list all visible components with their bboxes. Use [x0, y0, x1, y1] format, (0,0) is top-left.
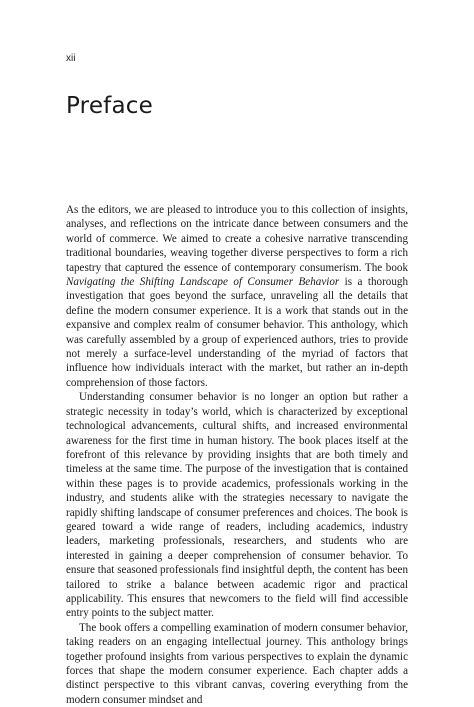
chapter-title: Preface [66, 93, 153, 119]
paragraph-1 [66, 203, 408, 390]
page-number: xii [66, 53, 76, 64]
paragraph-1-text-after: is a thorough investigation that goes beyond the surface, unraveling all the details that define the modern consumer experience. It is a work that stands out in the expansive and complex realm of consumer behavior. This anthology, which was carefully assembled by a group of experienced authors, tries to provide not merely a surface-level understanding of the myriad of factors that influence how individuals interact with the market, but rather an in-depth comprehension of those factors. [66, 276, 408, 389]
paragraph-2: Understanding consumer behavior is no longer an option but rather a strategic necessity in today’s world, which is characterized by exceptional technological advancements, cultural shifts, and increased environmental awareness for the first time in human history. The book places itself at the forefront of this relevance by providing insights that are both timely and timeless at the same time. The purpose of the investigation that is contained within these pages is to provide academics, professionals working in the industry, and students alike with the strategies necessary to navigate the rapidly shifting landscape of consumer preferences and choices. The book is geared toward a wide range of readers, including academics, industry leaders, marketing professionals, researchers, and students who are interested in gaining a deeper comprehension of consumer behavior. To ensure that seasoned professionals find insightful depth, the content has been tailored to strike a balance between academic rigor and practical applicability. This ensures that newcomers to the field will find accessible entry points to the subject matter. [66, 391, 408, 620]
paragraph-3: The book offers a compelling examination of modern consumer behavior, taking readers on an engaging intellectual journey. This anthology brings together profound insights from various perspectives to explain the dynamic forces that shape the modern consumer experience. Each chapter adds a distinct perspective to this vibrant canvas, covering everything from the modern consumer mindset and [66, 621, 408, 706]
paragraph-1-text-before: As the editors, we are pleased to introduce you to this collection of insights, analyses, and reflections on the intricate dance between consumers and the world of commerce. We aimed to create a cohesive narrative transcending traditional boundaries, weaving together diverse perspectives to form a rich tapestry that captured the essence of contemporary consumerism. The book [66, 204, 408, 274]
preface-body [66, 203, 408, 707]
book-title: Navigating the Shifting Landscape of Consumer Behavior [66, 276, 340, 289]
